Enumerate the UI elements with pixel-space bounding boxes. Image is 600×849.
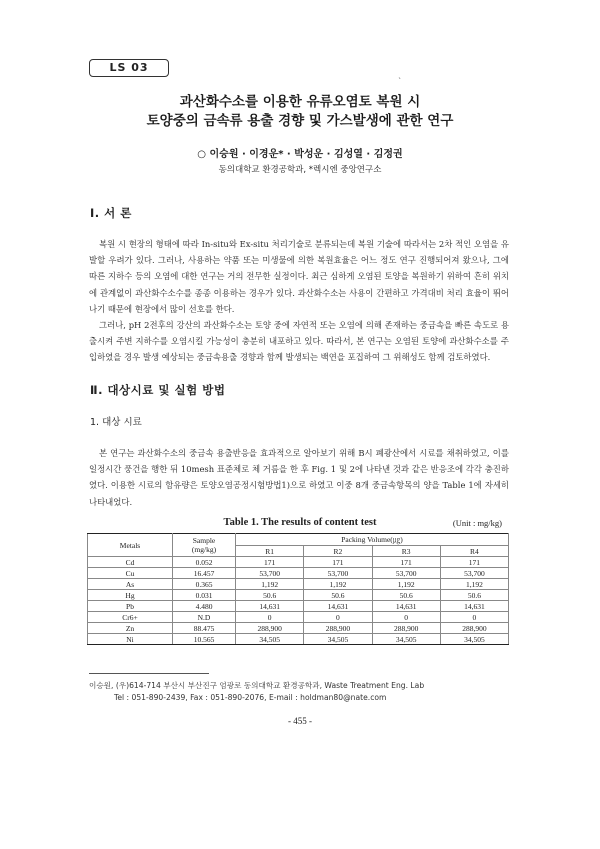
cell-metal: Cu [88, 568, 173, 579]
cell-r4: 288,900 [440, 623, 508, 634]
cell-r1: 50.6 [236, 590, 304, 601]
header-metals: Metals [88, 534, 173, 557]
cell-sample: N.D [173, 612, 236, 623]
table-row [88, 557, 509, 568]
methods-paragraph-1: 본 연구는 과산화수소의 중금속 용출반응을 효과적으로 알아보기 위해 B시 폐광산에서 시료를 채취하였고, 이를 일정시간 풍건을 행한 뒤 10mesh 표준체로 체 거름을 한 후 Fig. 1 및 2에 나타낸 것과 같은 반응조에 각각 충진하였다. 이용한 시료의 함유량은 토양오염공정시험방법1)으로 하였고 이중 8개 중금속항목의 양을 Table 1에 자세히 나타내었다. [89, 448, 509, 507]
cell-r4: 34,505 [440, 634, 508, 645]
footnote-line-1: 이승원, (우)614-714 부산시 부산진구 엄광로 동의대학교 환경공학과, Waste Treatment Eng. Lab [89, 681, 425, 690]
cell-r2: 171 [304, 557, 372, 568]
cell-r3: 288,900 [372, 623, 440, 634]
table-row [88, 579, 509, 590]
session-badge: LS 03 [89, 59, 169, 77]
stray-mark: ` [398, 77, 402, 86]
cell-r1: 171 [236, 557, 304, 568]
cell-sample: 16.457 [173, 568, 236, 579]
cell-metal: Hg [88, 590, 173, 601]
cell-sample: 10.565 [173, 634, 236, 645]
cell-r4: 53,700 [440, 568, 508, 579]
cell-sample: 4.480 [173, 601, 236, 612]
cell-r3: 171 [372, 557, 440, 568]
cell-r1: 34,505 [236, 634, 304, 645]
table-row [88, 634, 509, 645]
cell-r2: 53,700 [304, 568, 372, 579]
methods-heading: Ⅱ. 대상시료 및 실험 방법 [90, 383, 226, 397]
cell-r2: 50.6 [304, 590, 372, 601]
header-r4: R4 [440, 546, 508, 557]
title-line-2: 토양중의 금속류 용출 경향 및 가스발생에 관한 연구 [146, 113, 454, 129]
cell-metal: Cr6+ [88, 612, 173, 623]
cell-r1: 53,700 [236, 568, 304, 579]
cell-r1: 0 [236, 612, 304, 623]
header-sample-unit: (mg/kg) [191, 545, 217, 554]
cell-r4: 50.6 [440, 590, 508, 601]
methods-subheading: 1. 대상 시료 [90, 417, 142, 428]
authors: ○ 이승원 · 이경운* · 박성운 · 김성열 · 김정권 [197, 149, 403, 160]
cell-sample: 0.052 [173, 557, 236, 568]
header-sample [173, 534, 236, 557]
cell-metal: Zn [88, 623, 173, 634]
footnote-line-2: Tel : 051-890-2439, Fax : 051-890-2076, E-mail : holdman80@nate.com [114, 693, 387, 702]
cell-sample: 0.365 [173, 579, 236, 590]
cell-r3: 50.6 [372, 590, 440, 601]
cell-r1: 288,900 [236, 623, 304, 634]
table-caption: Table 1. The results of content test [223, 517, 377, 528]
header-r2: R2 [304, 546, 372, 557]
cell-r2: 34,505 [304, 634, 372, 645]
table-unit: (Unit : mg/kg) [452, 518, 502, 528]
cell-r2: 1,192 [304, 579, 372, 590]
cell-r3: 53,700 [372, 568, 440, 579]
header-sample-label: Sample [192, 536, 216, 545]
title-line-1: 과산화수소를 이용한 유류오염토 복원 시 [179, 94, 421, 110]
cell-r1: 14,631 [236, 601, 304, 612]
affiliation: 동의대학교 환경공학과, *렉시엔 중앙연구소 [218, 165, 382, 175]
content-test-table [87, 533, 509, 645]
cell-r3: 34,505 [372, 634, 440, 645]
cell-r2: 14,631 [304, 601, 372, 612]
cell-r2: 0 [304, 612, 372, 623]
cell-metal: Ni [88, 634, 173, 645]
table-row [88, 612, 509, 623]
page-number: - 455 - [288, 716, 312, 726]
cell-r4: 1,192 [440, 579, 508, 590]
table-row [88, 590, 509, 601]
header-r3: R3 [372, 546, 440, 557]
cell-r4: 14,631 [440, 601, 508, 612]
cell-metal: As [88, 579, 173, 590]
cell-metal: Cd [88, 557, 173, 568]
intro-paragraph-1: 복원 시 현장의 형태에 따라 In-situ와 Ex-situ 처리기술로 분류되는데 복원 기술에 따라서는 2차 적인 오염을 유발할 우려가 있다. 그러나, 사용하는 약품 또는 미생물에 의한 복원효율은 어느 정도 연구 진행되어져 왔으나, 그에 따른 지하수 등의 오염에 대한 연구는 거의 전무한 실정이다. 최근 심하게 오염된 토양을 복원하기 위하여 흔히 위치에 관계없이 과산화수소수를 종종 이용하는 경우가 있다. 과산화수소는 사용이 간편하고 가격대비 처리 효율이 뛰어나기 때문에 현장에서 많이 선호를 한다. [89, 239, 509, 314]
table-row [88, 568, 509, 579]
intro-paragraph-2: 그러나, pH 2전후의 강산의 과산화수소는 토양 중에 자연적 또는 오염에 의해 존재하는 중금속을 빠른 속도로 용출시켜 주변 지하수를 오염시킬 가능성이 충분히 내포하고 있다. 따라서, 본 연구는 오염된 토양에 과산화수소를 주입하였을 경우 발생 예상되는 중금속용출 경향과 함께 발생되는 백연을 포집하여 그 위해성도 함께 검토하였다. [89, 320, 509, 363]
intro-heading: Ⅰ. 서 론 [90, 206, 132, 220]
cell-metal: Pb [88, 601, 173, 612]
cell-r1: 1,192 [236, 579, 304, 590]
cell-sample: 88.475 [173, 623, 236, 634]
header-r1: R1 [236, 546, 304, 557]
table-row [88, 623, 509, 634]
cell-r4: 0 [440, 612, 508, 623]
header-packing: Packing Volume(㎍) [236, 534, 509, 546]
cell-r3: 1,192 [372, 579, 440, 590]
cell-r4: 171 [440, 557, 508, 568]
cell-sample: 0.031 [173, 590, 236, 601]
cell-r3: 0 [372, 612, 440, 623]
cell-r3: 14,631 [372, 601, 440, 612]
footnote-divider [89, 673, 209, 674]
table-row [88, 601, 509, 612]
cell-r2: 288,900 [304, 623, 372, 634]
